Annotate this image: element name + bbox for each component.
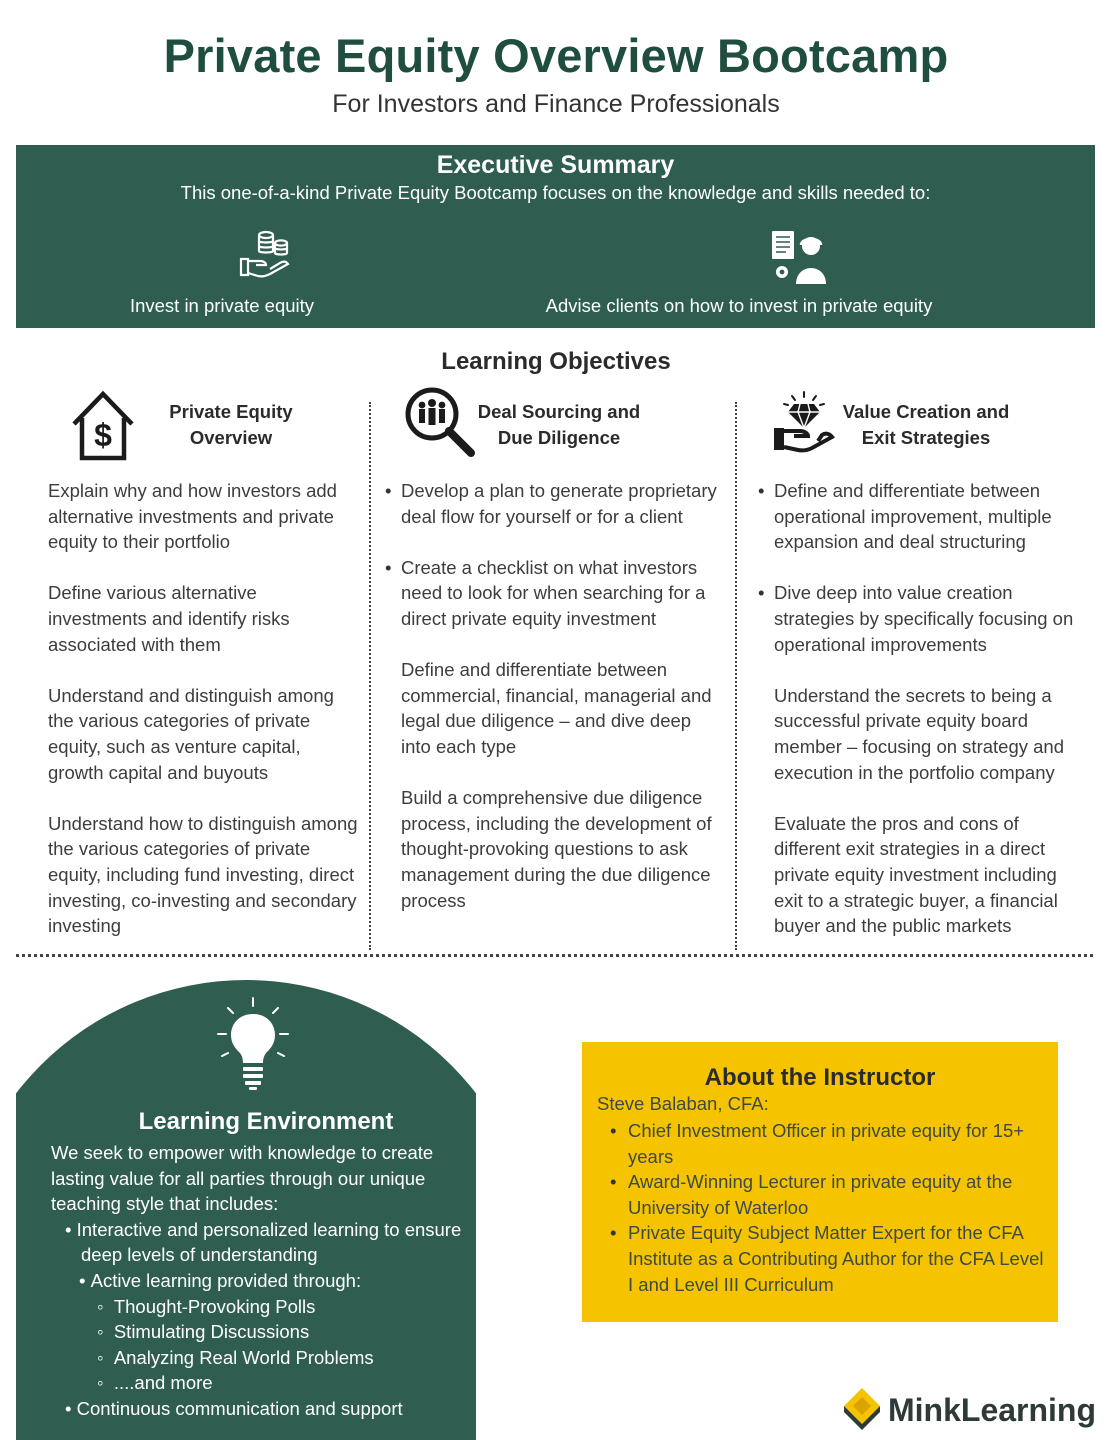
executive-summary-title: Executive Summary [436, 151, 675, 179]
heading-line: Deal Sourcing and [477, 401, 641, 422]
objective-item: Understand and distinguish among the various categories of private equity, such as venture capital, growth capital and buyouts [48, 684, 334, 783]
column-heading-deal-sourcing [470, 399, 648, 451]
environment-sub-bullet: ◦ ....and more [97, 1372, 213, 1394]
environment-sub-bullet-text: ....and more [113, 1372, 213, 1394]
environment-sub-bullet-text: Analyzing Real World Problems [113, 1346, 374, 1368]
svg-text:$: $ [94, 417, 112, 453]
objectives-column-2 [401, 478, 721, 939]
objective-item: Define and differentiate between commercial, financial, managerial and legal due diligence – and dive deep into each type [401, 659, 712, 757]
exec-item-invest: Invest in private equity [129, 295, 315, 316]
learning-objectives-title: Learning Objectives [441, 348, 671, 375]
credential-item: • Award-Winning Lecturer in private equity at the University of Waterloo [628, 1169, 1048, 1220]
objective-item: • Define and differentiate between operational improvement, multiple expansion and deal structuring [774, 478, 1086, 555]
environment-sub-bullet: ◦ Stimulating Discussions [97, 1321, 310, 1343]
minklearning-diamond-icon [842, 1386, 882, 1432]
page-title: Private Equity Overview Bootcamp [163, 29, 949, 82]
objective-item: Build a comprehensive due diligence process, including the development of thought-provoking questions to ask management during the due diligence process [401, 787, 712, 911]
executive-summary-intro: This one-of-a-kind Private Equity Bootcamp focuses on the knowledge and skills needed to: [180, 182, 931, 203]
heading-line: Exit Strategies [861, 427, 991, 448]
objective-item: • Create a checklist on what investors need to look for when searching for a direct private equity investment [401, 555, 721, 632]
brand-logo-text: MinkLearning [888, 1392, 1097, 1428]
diamond-hand-icon [770, 390, 838, 454]
environment-sub-bullet: ◦ Analyzing Real World Problems [97, 1346, 374, 1368]
objectives-column-3 [774, 478, 1086, 964]
heading-line: Private Equity [169, 401, 293, 422]
advisor-icon [770, 227, 830, 285]
column-heading-value-creation [830, 399, 1022, 451]
section-divider [16, 954, 1093, 957]
objective-item: Understand how to distinguish among the various categories of private equity, including fund investing, direct investing, co-investing and secondary investing [48, 812, 358, 937]
environment-sub-bullet: ◦ Thought-Provoking Polls [97, 1295, 316, 1317]
instructor-credentials [628, 1118, 1048, 1297]
environment-body [51, 1140, 471, 1422]
column-heading-pe-overview [148, 399, 314, 451]
heading-line: Due Diligence [497, 427, 621, 448]
environment-sub-bullet-text: Thought-Provoking Polls [113, 1295, 316, 1317]
house-dollar-icon [70, 388, 136, 462]
lightbulb-icon [214, 996, 292, 1094]
environment-intro-text: We seek to empower with knowledge to create lasting value for all parties through our unique teaching style that includes: [51, 1142, 434, 1215]
heading-line: Overview [189, 427, 273, 448]
instructor-panel [582, 1042, 1058, 1322]
heading-line: Value Creation and [842, 401, 1010, 422]
credential-item: • Private Equity Subject Matter Expert for the CFA Institute as a Contributing Author for the CFA Level I and Level III Curriculum [628, 1220, 1048, 1297]
objectives-column-1 [48, 478, 358, 964]
environment-bullet-text: Interactive and personalized learning to ensure deep levels of understanding [76, 1218, 462, 1266]
objective-item: Evaluate the pros and cons of different exit strategies in a direct private equity investment including exit to a strategic buyer, a financial buyer and the public markets [774, 812, 1058, 937]
magnifier-people-icon [404, 386, 476, 458]
environment-sub-bullet-text: Stimulating Discussions [113, 1321, 310, 1343]
objective-item: Explain why and how investors add alternative investments and private equity to their portfolio [48, 480, 337, 553]
environment-bullet: • Continuous communication and support [65, 1397, 403, 1419]
page-subtitle: For Investors and Finance Professionals [332, 90, 780, 118]
objective-item: • Develop a plan to generate proprietary deal flow for yourself or for a client [401, 478, 721, 529]
exec-item-advise: Advise clients on how to invest in private equity [545, 295, 933, 316]
objective-item: Define various alternative investments and identify risks associated with them [48, 582, 290, 655]
coins-in-hand-icon [238, 229, 294, 281]
instructor-name: Steve Balaban, CFA: [597, 1093, 769, 1114]
environment-bullet: • Interactive and personalized learning to ensure deep levels of understanding [65, 1218, 462, 1266]
learning-environment-title: Learning Environment [138, 1108, 394, 1135]
credential-item: • Chief Investment Officer in private equity for 15+ years [628, 1118, 1048, 1169]
executive-summary-panel [16, 145, 1095, 328]
environment-bullet-text: Active learning provided through: [90, 1269, 362, 1291]
environment-bullet: • Active learning provided through: [79, 1269, 362, 1291]
column-divider [369, 402, 371, 950]
objective-item: • Dive deep into value creation strategies by specifically focusing on operational improvements [774, 580, 1086, 657]
column-divider [735, 402, 737, 950]
environment-bullet-text: Continuous communication and support [76, 1397, 403, 1419]
instructor-title: About the Instructor [704, 1064, 936, 1091]
objective-item: Understand the secrets to being a successful private equity board member – focusing on strategy and execution in the portfolio company [774, 684, 1064, 783]
